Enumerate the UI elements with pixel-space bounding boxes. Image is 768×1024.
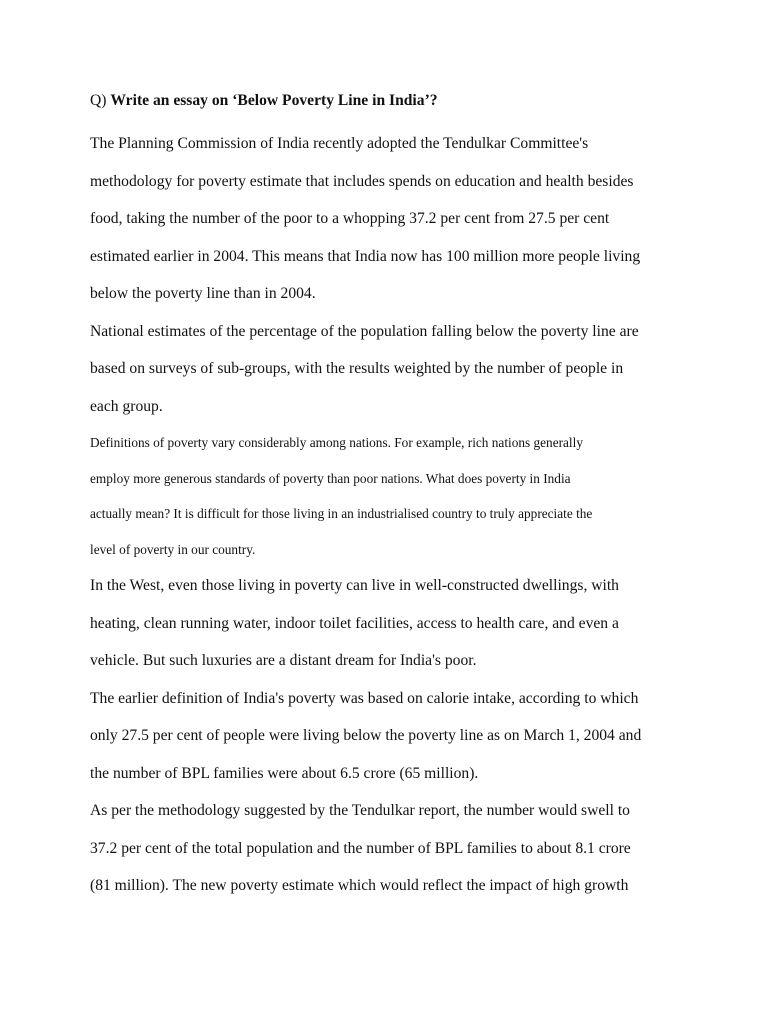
text-line: below the poverty line than in 2004.: [90, 285, 316, 302]
text-line: In the West, even those living in poverty can live in well-constructed dwellings, with: [90, 577, 619, 594]
text-line: level of poverty in our country.: [90, 541, 256, 557]
text-line: The earlier definition of India's poverty was based on calorie intake, according to which: [90, 689, 639, 707]
text-line: estimated earlier in 2004. This means that India now has 100 million more people living: [90, 247, 641, 265]
text-line: (81 million). The new poverty estimate which would reflect the impact of high growth: [90, 877, 629, 894]
text-line: heating, clean running water, indoor toilet facilities, access to health care, and even a: [90, 614, 619, 632]
text-line: actually mean? It is difficult for those living in an industrialised country to truly appreciate the: [90, 506, 593, 521]
paragraph: [90, 567, 690, 680]
question-prefix: Q): [90, 92, 107, 109]
text-line: Definitions of poverty vary considerably among nations. For example, rich nations generally: [90, 435, 583, 450]
text-line: based on surveys of sub-groups, with the results weighted by the number of people in: [90, 360, 624, 377]
essay-question: [90, 88, 690, 114]
paragraph: [90, 313, 690, 426]
paragraph: [90, 125, 690, 313]
text-line: food, taking the number of the poor to a whopping 37.2 per cent from 27.5 per cent: [90, 210, 610, 227]
text-line: vehicle. But such luxuries are a distant dream for India's poor.: [90, 652, 477, 669]
paragraph: [90, 792, 690, 905]
text-line: only 27.5 per cent of people were living below the poverty line as on March 1, 2004 and: [90, 727, 642, 744]
question-title: Write an essay on ‘Below Poverty Line in India’?: [110, 92, 438, 109]
text-line: each group.: [90, 397, 163, 415]
text-line: National estimates of the percentage of the population falling below the poverty line are: [90, 322, 639, 340]
paragraph: [90, 680, 690, 793]
text-line: As per the methodology suggested by the Tendulkar report, the number would swell to: [90, 802, 630, 819]
text-line: The Planning Commission of India recently adopted the Tendulkar Committee's: [90, 135, 589, 152]
text-line: employ more generous standards of poverty than poor nations. What does poverty in India: [90, 470, 571, 486]
text-line: the number of BPL families were about 6.5 crore (65 million).: [90, 764, 479, 782]
essay-body: [90, 88, 690, 905]
text-line: methodology for poverty estimate that includes spends on education and health besides: [90, 172, 634, 190]
essay-paragraphs: [90, 125, 690, 905]
paragraph: [90, 425, 690, 567]
text-line: 37.2 per cent of the total population and the number of BPL families to about 8.1 crore: [90, 839, 631, 857]
